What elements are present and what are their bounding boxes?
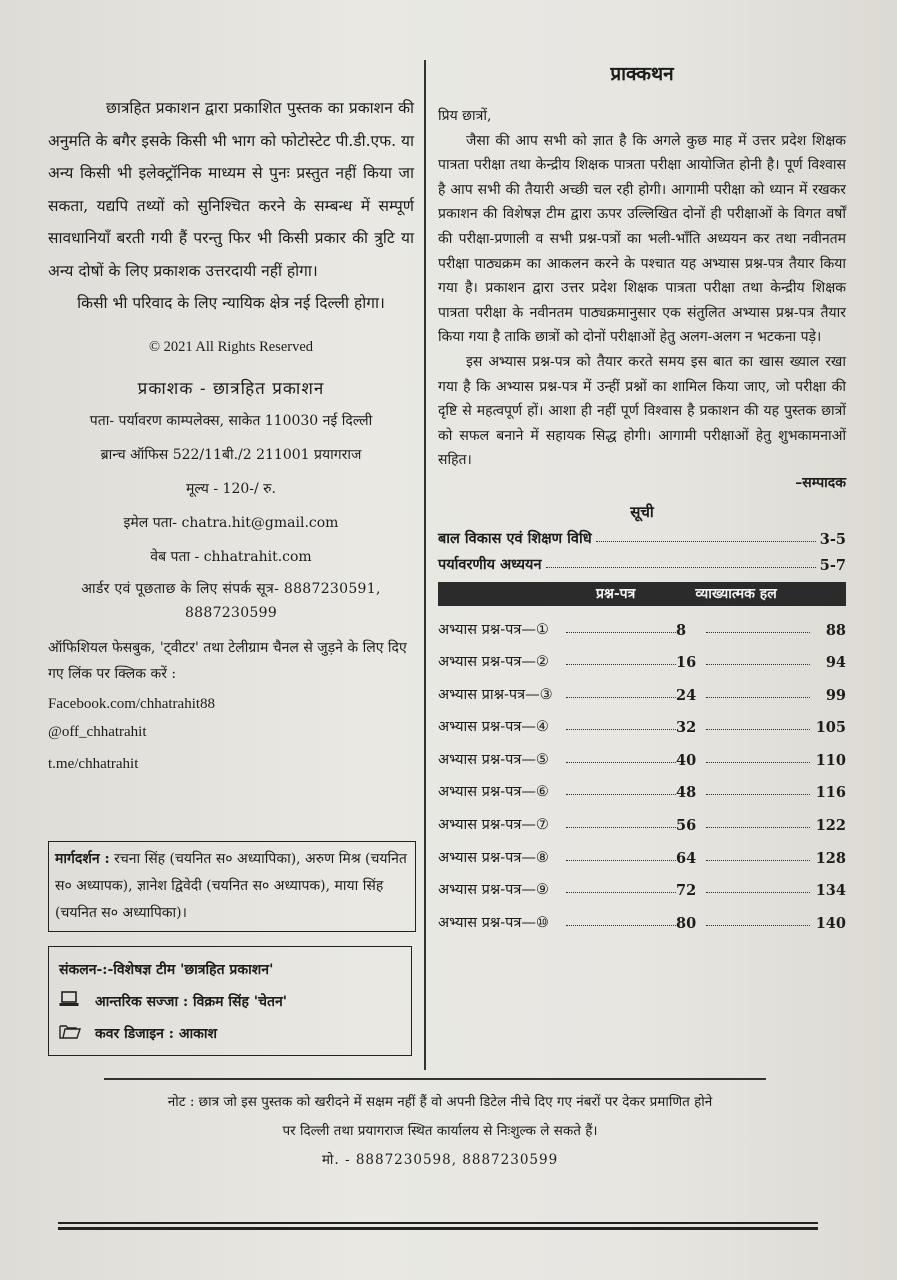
branch-office: ब्रान्च ऑफिस 522/11बी./2 211001 प्रयागराज — [100, 447, 362, 463]
compilation-text: संकलन-:-विशेषज्ञ टीम 'छात्रहित प्रकाशन' — [59, 961, 274, 978]
note-line-2: पर दिल्ली तथा प्रयागराज स्थित कार्यालय से निःशुल्क ले सकते हैं। — [282, 1123, 598, 1139]
dot-leader — [566, 860, 676, 861]
paper-row — [438, 801, 846, 834]
solution-page: 134 — [815, 882, 846, 900]
paper-page: 32 — [676, 719, 697, 737]
credits-box — [48, 946, 412, 1056]
dot-leader — [706, 925, 810, 926]
preface-paragraph-1 — [438, 129, 846, 350]
website: वेब पता - chhatrahit.com — [150, 549, 312, 565]
solution-page: 105 — [815, 719, 846, 737]
footer-divider — [104, 1078, 766, 1080]
paper-label: अभ्यास प्राश्न-पत्र—③ — [438, 686, 553, 703]
dot-leader — [706, 794, 810, 795]
dot-leader — [566, 729, 676, 730]
solution-page: 88 — [825, 621, 846, 639]
interior-design-credit: आन्तरिक सज्जा : विक्रम सिंह 'चेतन' — [95, 993, 287, 1010]
paper-label: अभ्यास प्रश्न-पत्र—⑤ — [438, 751, 549, 768]
paper-page: 16 — [676, 654, 697, 672]
preface-paragraph-2 — [438, 350, 846, 473]
column-divider — [424, 60, 426, 1070]
paper-page: 8 — [676, 621, 687, 639]
dot-leader — [706, 729, 810, 730]
dot-leader — [566, 697, 676, 698]
paper-label: अभ्यास प्रश्न-पत्र—⑦ — [438, 817, 549, 834]
dot-leader — [706, 762, 810, 763]
papers-list — [438, 606, 846, 932]
copyright-notice — [48, 92, 414, 287]
paper-row — [438, 639, 846, 672]
twitter-handle: @off_chhatrahit — [48, 724, 147, 740]
price: मूल्य - 120-/ रु. — [186, 481, 276, 497]
contents-title: पर्यावरणीय अध्ययन — [438, 555, 542, 573]
dot-leader — [566, 794, 676, 795]
paper-row — [438, 834, 846, 867]
contents-pages: 3-5 — [819, 530, 846, 548]
dot-leader — [546, 567, 816, 568]
paper-page: 80 — [676, 914, 697, 932]
preface-column — [438, 60, 846, 932]
contents-pages: 5-7 — [819, 556, 846, 574]
dot-leader — [706, 860, 810, 861]
guidance-text: रचना सिंह (चयनित स० अध्यापिका), अरुण मिश्र (चयनित स० अध्यापक), ज्ञानेश द्विवेदी (चयनित स० अध्यापक), माया सिंह (चयनित स० अध्यापिका)। — [55, 851, 407, 921]
paper-label: अभ्यास प्रश्न-पत्र—② — [438, 654, 549, 671]
solution-page: 122 — [815, 817, 846, 835]
papers-table-header — [438, 582, 846, 606]
dot-leader — [566, 664, 676, 665]
jurisdiction-note: किसी भी परिवाद के लिए न्यायिक क्षेत्र नई दिल्ली होगा। — [77, 294, 385, 312]
salutation: प्रिय छात्रों, — [438, 108, 492, 124]
bottom-rule-thin — [58, 1222, 818, 1224]
paper-row — [438, 606, 846, 639]
paper-label: अभ्यास प्रश्न-पत्र—④ — [438, 719, 549, 736]
solution-page: 140 — [815, 914, 846, 932]
contents-title: बाल विकास एवं शिक्षण विधि — [438, 529, 592, 547]
dot-leader — [566, 827, 676, 828]
paper-row — [438, 867, 846, 900]
footer-note — [100, 1088, 780, 1175]
paper-page: 64 — [676, 849, 697, 867]
laptop-icon — [59, 991, 81, 1011]
dot-leader — [706, 892, 810, 893]
preface-title: प्राक्कथन — [610, 63, 674, 85]
contents-row — [438, 522, 846, 548]
email-address: इमेल पता- chatra.hit@gmail.com — [123, 515, 339, 531]
dot-leader — [706, 632, 810, 633]
paper-label: अभ्यास प्रश्न-पत्र—⑩ — [438, 914, 549, 931]
paper-label: अभ्यास प्रश्न-पत्र—⑧ — [438, 849, 549, 866]
telegram-link: t.me/chhatrahit — [48, 756, 139, 772]
preface-paragraph-2-text: इस अभ्यास प्रश्न-पत्र को तैयार करते समय इस बात का खास ख्याल रखा गया है कि अभ्यास प्रश्न-पत्र में उन्हीं प्रश्नों का शामिल किया जाए, जो परीक्षा की दृष्टि से महत्वपूर्ण हों। आशा ही नहीं पूर्ण विश्वास है प्रकाशन की यह पुस्तक छात्रों को सफल बनाने में सहायक सिद्ध होगी। आगामी परीक्षाओं हेतु शुभकामनाओं सहित। — [438, 353, 846, 469]
guidance-box — [48, 841, 416, 932]
imprint-column — [48, 92, 414, 777]
paper-page: 72 — [676, 882, 697, 900]
contact-numbers: आर्डर एवं पूछताछ के लिए संपर्क सूत्र- 8887230591, 8887230599 — [81, 581, 381, 621]
interior-row — [59, 985, 401, 1017]
paper-row — [438, 769, 846, 802]
solution-page: 128 — [815, 849, 846, 867]
paper-row — [438, 899, 846, 932]
all-rights-reserved: © 2021 All Rights Reserved — [148, 339, 314, 355]
dot-leader — [706, 827, 810, 828]
paper-label: अभ्यास प्रश्न-पत्र—⑥ — [438, 784, 549, 801]
dot-leader — [566, 632, 676, 633]
cover-row — [59, 1017, 401, 1049]
publisher-address: पता- पर्यावरण काम्पलेक्स, साकेत 110030 नई दिल्ली — [89, 413, 373, 429]
dot-leader — [566, 925, 676, 926]
dot-leader — [706, 664, 810, 665]
solution-page: 99 — [825, 686, 846, 704]
paper-page: 48 — [676, 784, 697, 802]
header-question-paper: प्रश्न-पत्र — [596, 586, 636, 603]
solution-page: 116 — [815, 784, 846, 802]
publisher-name: प्रकाशक - छात्रहित प्रकाशन — [137, 379, 325, 399]
paper-row — [438, 736, 846, 769]
compilation-row — [59, 953, 401, 985]
copyright-text: छात्रहित प्रकाशन द्वारा प्रकाशित पुस्तक का प्रकाशन की अनुमति के बगैर इसके किसी भी भाग को फोटोस्टेट पी.डी.एफ. या अन्य किसी भी इलेक्ट्रॉनिक माध्यम से पुनः प्रस्तुत नहीं किया जा सकता, यद्यपि तथ्यों को सुनिश्चित करने के सम्बन्ध में सम्पूर्ण सावधानियाँ बरती गयी हैं परन्तु फिर भी किसी प्रकार की त्रुटि या अन्य दोषों के लिए प्रकाशक उत्तरदायी नहीं होगा। — [48, 99, 414, 280]
guidance-label: मार्गदर्शन : — [55, 851, 110, 867]
facebook-link: Facebook.com/chhatrahit88 — [48, 696, 216, 712]
cover-design-credit: कवर डिजाइन : आकाश — [95, 1025, 218, 1042]
solution-page: 110 — [815, 751, 846, 769]
index-title: सूची — [630, 502, 654, 521]
paper-page: 24 — [676, 686, 697, 704]
bottom-rule-thick — [58, 1227, 818, 1230]
note-line-1: नोट : छात्र जो इस पुस्तक को खरीदने में सक्षम नहीं हैं वो अपनी डिटेल नीचे दिए गए नंबरों पर देकर प्रमाणित होने — [167, 1094, 713, 1110]
social-intro: ऑफिशियल फेसबुक, 'ट्वीटर' तथा टेलीग्राम चैनल से जुड़ने के लिए दिए गए लिंक पर क्लिक करें : — [48, 640, 407, 682]
dot-leader — [566, 892, 676, 893]
contents-list — [438, 522, 846, 574]
paper-label: अभ्यास प्रश्न-पत्र—⑨ — [438, 882, 549, 899]
preface-paragraph-1-text: जैसा की आप सभी को ज्ञात है कि अगले कुछ माह में उत्तर प्रदेश शिक्षक पात्रता परीक्षा तथा केन्द्रीय शिक्षक पात्रता परीक्षा आयोजित होनी है। पूर्ण विश्वास है आप सभी की तैयारी अच्छी चल रही होगी। आगामी परीक्षा को ध्यान में रखकर प्रकाशन की विशेषज्ञ टीम द्वारा ऊपर उल्लिखित दोनों ही परीक्षाओं के विगत वर्षों की परीक्षा-प्रणाली व सभी प्रश्न-पत्रों का भली-भाँति अध्ययन कर तथा नवीनतम परीक्षा पाठ्यक्रम का आकलन करने के पश्चात यह अभ्यास प्रश्न-पत्र तैयार किया गया है। प्रकाशन द्वारा उत्तर प्रदेश शिक्षक पात्रता परीक्षा तथा केन्द्रीय शिक्षक पात्रता परीक्षा के नवीनतम पाठ्यक्रमानुसार एक संतुलित अभ्यास प्रश्न-पत्र तैयार किया गया है ताकि छात्रों को दोनों परीक्षाओं हेतु अलग-अलग न भटकना पड़े। — [438, 132, 846, 346]
dot-leader — [566, 762, 676, 763]
paper-page: 40 — [676, 751, 697, 769]
contents-row — [438, 548, 846, 574]
dot-leader — [596, 541, 816, 542]
paper-row — [438, 671, 846, 704]
paper-row — [438, 704, 846, 737]
solution-page: 94 — [825, 654, 846, 672]
dot-leader — [706, 697, 810, 698]
footer-phone: मो. - 8887230598, 8887230599 — [321, 1152, 559, 1168]
paper-page: 56 — [676, 817, 697, 835]
header-solutions: व्याख्यात्मक हल — [695, 586, 777, 603]
paper-label: अभ्यास प्रश्न-पत्र—① — [438, 621, 549, 638]
editor-signature: –सम्पादक — [795, 474, 846, 491]
folder-icon — [59, 1023, 81, 1043]
